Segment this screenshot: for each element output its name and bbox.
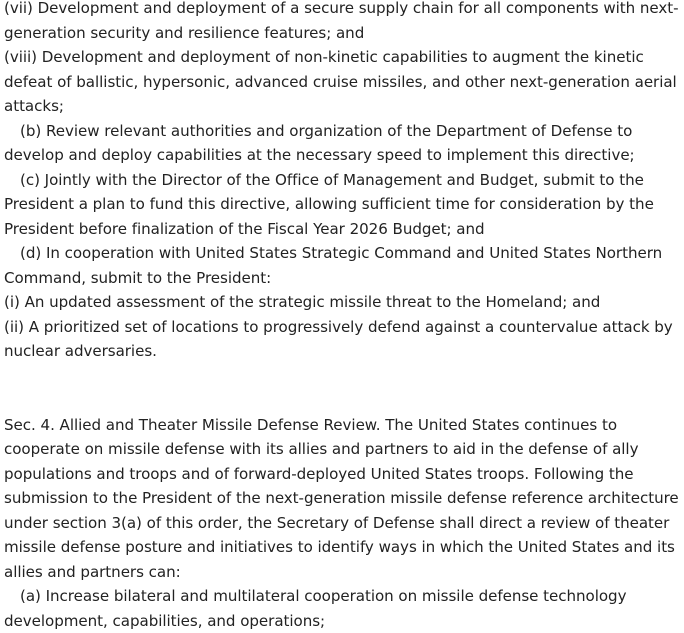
paragraph-viii: (viii) Development and deployment of non-kinetic capabilities to augment the kinetic defeat of ballistic, hypersonic, advanced cruise missiles, and other next-generation aerial attacks; [4,48,677,115]
paragraph-d-ii: (ii) A prioritized set of locations to progressively defend against a countervalue attack by nuclear adversaries. [4,317,673,360]
paragraph-b: (b) Review relevant authorities and organization of the Department of Defense to develop and deploy capabilities at the necessary speed to implement this directive; [4,121,635,164]
section-spacer [4,364,680,413]
paragraph-d: (d) In cooperation with United States Strategic Command and United States Northern Command, submit to the President: [4,244,663,287]
document-body [4,0,680,633]
paragraph-d-i: (i) An updated assessment of the strategic missile threat to the Homeland; and [4,293,601,311]
paragraph-c: (c) Jointly with the Director of the Office of Management and Budget, submit to the President a plan to fund this directive, allowing sufficient time for consideration by the President before finalization of the Fiscal Year 2026 Budget; and [4,170,654,238]
section-4-paragraph: Sec. 4. Allied and Theater Missile Defense Review. The United States continues to cooperate on missile defense with its allies and partners to aid in the defense of ally populations and troops and of forward-deployed United States troops. Following the submission to the President of the next-generation missile defense reference architecture under section 3(a) of this order, the Secretary of Defense shall direct a review of theater missile defense posture and initiatives to identify ways in which the United States and its allies and partners can: [4,415,679,581]
paragraph-sec4-a: (a) Increase bilateral and multilateral cooperation on missile defense technology development, capabilities, and operations; [4,587,627,630]
paragraph-vii: (vii) Development and deployment of a secure supply chain for all components with next-generation security and resilience features; and [4,0,679,42]
